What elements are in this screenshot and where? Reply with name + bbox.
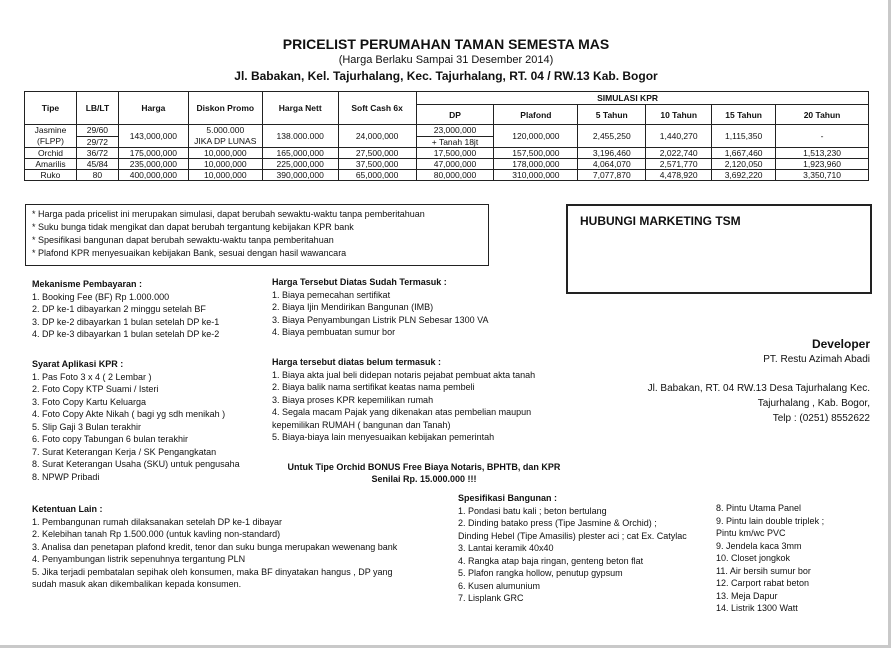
list-item: 5. Slip Gaji 3 Bulan terakhir — [32, 421, 142, 432]
col-header: LB/LT — [76, 92, 118, 125]
table-cell: 3,350,710 — [776, 170, 869, 181]
list-item: 3. Analisa dan penetapan plafond kredit, tenor dan suku bunga merupakan wewenang bank — [32, 541, 398, 552]
col-header: 5 Tahun — [578, 105, 646, 125]
table-cell: Jasmine (FLPP) — [25, 125, 77, 148]
list-item: 3. DP ke-2 dibayarkan 1 bulan setelah DP ke-1 — [32, 316, 220, 327]
table-cell: Amarilis — [25, 159, 77, 170]
list-item: 3. Biaya proses KPR kepemilikan rumah — [272, 394, 434, 405]
table-cell: 120,000,000 — [494, 125, 578, 148]
table-cell: 1,115,350 — [712, 125, 776, 148]
list-item: sudah masuk akan dikembalikan kepada konsumen. — [32, 579, 242, 589]
list-item: kepemilikan RUMAH ( bangunan dan Tanah) — [272, 419, 451, 430]
list-item: 12. Carport rabat beton — [716, 578, 810, 588]
contact-box — [566, 204, 872, 294]
list-item: 2. Foto Copy KTP Suami / Isteri — [32, 384, 159, 394]
list-item: 2. Kelebihan tanah Rp 1.500.000 (untuk kavling non-standard) — [32, 529, 281, 539]
table-cell: 27,500,000 — [338, 148, 416, 159]
section-title: Ketentuan Lain : — [32, 504, 103, 514]
mekanisme-section — [32, 278, 219, 341]
list-item: 4. Rangka atap baja ringan, genteng beton flat — [458, 555, 644, 566]
spesifikasi-section — [458, 492, 687, 605]
list-item: 1. Booking Fee (BF) Rp 1.000.000 — [32, 291, 170, 302]
table-cell: 4,064,070 — [578, 159, 646, 170]
col-header: DP — [416, 105, 494, 125]
section-title: Harga Tersebut Diatas Sudah Termasuk : — [272, 277, 447, 287]
list-item: 14. Listrik 1300 Watt — [716, 603, 798, 613]
table-cell: + Tanah 18jt — [416, 136, 494, 148]
developer-block — [648, 337, 870, 426]
page-title: PRICELIST PERUMAHAN TAMAN SEMESTA MAS — [282, 36, 610, 52]
table-cell: 390,000,000 — [262, 170, 338, 181]
list-item: 9. Jendela kaca 3mm — [716, 540, 802, 551]
table-cell: 24,000,000 — [338, 125, 416, 148]
developer-title: Developer — [811, 337, 870, 351]
table-cell: 3,692,220 — [712, 170, 776, 181]
notes-box — [25, 204, 489, 266]
developer-phone: Telp : (0251) 8552622 — [772, 413, 870, 424]
list-item: 6. Kusen alumunium — [458, 580, 541, 591]
page-subtitle: (Harga Berlaku Sampai 31 Desember 2014) — [338, 54, 554, 66]
list-item: 9. Pintu lain double triplek ; — [716, 515, 825, 526]
table-cell: 1,923,960 — [776, 159, 869, 170]
list-item: 3. Biaya Penyambungan Listrik PLN Sebesar 1300 VA — [272, 314, 489, 325]
col-header: Harga — [118, 92, 188, 125]
table-cell: 37,500,000 — [338, 159, 416, 170]
list-item: 13. Meja Dapur — [716, 590, 778, 601]
table-row — [25, 148, 869, 159]
list-item: 5. Plafon rangka hollow, penutup gypsum — [458, 568, 623, 578]
table-cell: 175,000,000 — [118, 148, 188, 159]
table-cell: - — [776, 125, 869, 148]
project-address: Jl. Babakan, Kel. Tajurhalang, Kec. Tajurhalang, RT. 04 / RW.13 Kab. Bogor — [234, 69, 658, 83]
developer-address: Tajurhalang , Kab. Bogor, — [757, 398, 870, 409]
list-item: 2. Dinding batako press (Tipe Jasmine & Orchid) ; — [458, 518, 657, 528]
list-item: 6. Foto copy Tabungan 6 bulan terakhir — [32, 434, 188, 444]
bonus-banner — [258, 461, 590, 485]
note-item: * Harga pada pricelist ini merupakan simulasi, dapat berubah sewaktu-waktu tanpa pemberitahuan — [32, 209, 425, 219]
table-cell: 80,000,000 — [416, 170, 494, 181]
list-item: 1. Biaya pemecahan sertifikat — [272, 289, 391, 300]
table-cell: 1,667,460 — [712, 148, 776, 159]
col-header: Diskon Promo — [188, 92, 262, 125]
list-item: 4. DP ke-3 dibayarkan 1 bulan setelah DP ke-2 — [32, 329, 220, 339]
list-item: 4. Foto Copy Akte Nikah ( bagi yg sdh menikah ) — [32, 409, 226, 419]
table-cell: 29/72 — [76, 136, 118, 148]
col-header: Harga Nett — [262, 92, 338, 125]
table-header-row — [25, 92, 869, 105]
list-item: 3. Foto Copy Kartu Keluarga — [32, 396, 147, 407]
section-title: Harga tersebut diatas belum termasuk : — [272, 357, 442, 367]
list-item: 3. Lantai keramik 40x40 — [458, 543, 554, 553]
table-cell: 29/60 — [76, 125, 118, 137]
table-cell: 138.000.000 — [262, 125, 338, 148]
list-item: 2. DP ke-1 dibayarkan 2 minggu setelah BF — [32, 304, 206, 314]
table-cell: 10,000,000 — [188, 170, 262, 181]
table-cell: 225,000,000 — [262, 159, 338, 170]
developer-name: PT. Restu Azimah Abadi — [763, 354, 870, 365]
col-header: 20 Tahun — [776, 105, 869, 125]
table-cell: 178,000,000 — [494, 159, 578, 170]
table-cell: 235,000,000 — [118, 159, 188, 170]
note-item: * Spesifikasi bangunan dapat berubah sewaktu-waktu tanpa pemberitahuan — [32, 235, 334, 245]
list-item: 8. NPWP Pribadi — [32, 471, 100, 482]
note-item: * Plafond KPR menyesuaikan kebijakan Bank, sesuai dengan hasil wawancara — [32, 248, 347, 258]
list-item: 11. Air bersih sumur bor — [716, 565, 811, 576]
table-cell: Orchid — [25, 148, 77, 159]
belum-section — [272, 356, 535, 444]
table-cell: 1,440,270 — [646, 125, 712, 148]
list-item: 4. Biaya pembuatan sumur bor — [272, 327, 396, 337]
table-row — [25, 125, 869, 137]
table-cell: 36/72 — [76, 148, 118, 159]
section-title: Mekanisme Pembayaran : — [32, 279, 143, 289]
table-cell: 3,196,460 — [578, 148, 646, 159]
ketentuan-section — [32, 503, 397, 591]
list-item: 1. Pas Foto 3 x 4 ( 2 Lembar ) — [32, 371, 152, 382]
table-cell: 157,500,000 — [494, 148, 578, 159]
table-cell: 143,000,000 — [118, 125, 188, 148]
col-header: Plafond — [494, 105, 578, 125]
list-item: 2. Biaya Ijin Mendirikan Bangunan (IMB) — [272, 302, 434, 312]
col-header: Soft Cash 6x — [338, 92, 416, 125]
discount-note: JIKA DP LUNAS — [194, 136, 257, 146]
list-item: 1. Pembangunan rumah dilaksanakan setelah DP ke-1 dibayar — [32, 516, 282, 527]
table-cell: 2,571,770 — [646, 159, 712, 170]
list-item: 2. Biaya balik nama sertifikat keatas nama pembeli — [272, 382, 475, 392]
list-item: 8. Surat Keterangan Usaha (SKU) untuk pengusaha — [32, 459, 240, 469]
col-header: 15 Tahun — [712, 105, 776, 125]
section-title: Spesifikasi Bangunan : — [458, 493, 558, 503]
note-item: * Suku bunga tidak mengikat dan dapat berubah tergantung kebijakan KPR bank — [32, 222, 354, 232]
table-cell: 4,478,920 — [646, 170, 712, 181]
table-cell: 23,000,000 — [416, 125, 494, 137]
table-cell: 400,000,000 — [118, 170, 188, 181]
list-item: 4. Penyambungan listrik sepenuhnya tergantung PLN — [32, 554, 246, 564]
contact-label: HUBUNGI MARKETING TSM — [580, 214, 741, 228]
list-item: Pintu km/wc PVC — [716, 528, 786, 538]
discount-value: 5.000.000 — [206, 125, 245, 135]
table-row — [25, 170, 869, 181]
table-cell: 310,000,000 — [494, 170, 578, 181]
list-item: 1. Biaya akta jual beli didepan notaris pejabat pembuat akta tanah — [272, 369, 536, 380]
table-cell: 47,000,000 — [416, 159, 494, 170]
table-cell: 2,022,740 — [646, 148, 712, 159]
table-cell: 65,000,000 — [338, 170, 416, 181]
list-item: 10. Closet jongkok — [716, 553, 791, 563]
col-header: Tipe — [25, 92, 77, 125]
list-item: 8. Pintu Utama Panel — [716, 503, 802, 513]
list-item: 4. Segala macam Pajak yang dikenakan atas pembelian maupun — [272, 407, 532, 417]
list-item: Dinding Hebel (Tipe Amasilis) plester aci ; cat Ex. Catylac — [458, 530, 687, 541]
developer-address: Jl. Babakan, RT. 04 RW.13 Desa Tajurhalang Kec. — [647, 383, 870, 394]
spesifikasi-section-2 — [716, 502, 824, 615]
table-cell: 10,000,000 — [188, 148, 262, 159]
col-header-simulasi: SIMULASI KPR — [416, 92, 868, 105]
table-cell: 80 — [76, 170, 118, 181]
table-row — [25, 159, 869, 170]
col-header: 10 Tahun — [646, 105, 712, 125]
table-cell — [188, 125, 262, 148]
list-item: 7. Lisplank GRC — [458, 593, 524, 603]
table-cell: 1,513,230 — [776, 148, 869, 159]
termasuk-section — [272, 276, 488, 339]
section-title: Syarat Aplikasi KPR : — [32, 359, 124, 369]
price-table — [24, 91, 869, 181]
bonus-line: Untuk Tipe Orchid BONUS Free Biaya Notaris, BPHTB, dan KPR — [287, 462, 561, 472]
list-item: 1. Pondasi batu kali ; beton bertulang — [458, 505, 607, 516]
bonus-value: Senilai Rp. 15.000.000 !!! — [371, 474, 477, 484]
table-cell: 2,120,050 — [712, 159, 776, 170]
list-item: 5. Jika terjadi pembatalan sepihak oleh konsumen, maka BF dinyatakan hangus , DP yang — [32, 566, 393, 577]
table-cell: 2,455,250 — [578, 125, 646, 148]
list-item: 7. Surat Keterangan Kerja / SK Pengangkatan — [32, 446, 217, 457]
syarat-section — [32, 358, 240, 483]
table-cell: 7,077,870 — [578, 170, 646, 181]
list-item: 5. Biaya-biaya lain menyesuaikan kebijakan pemerintah — [272, 432, 495, 442]
table-cell: Ruko — [25, 170, 77, 181]
table-cell: 17,500,000 — [416, 148, 494, 159]
table-cell: 165,000,000 — [262, 148, 338, 159]
table-cell: 10,000,000 — [188, 159, 262, 170]
table-cell: 45/84 — [76, 159, 118, 170]
